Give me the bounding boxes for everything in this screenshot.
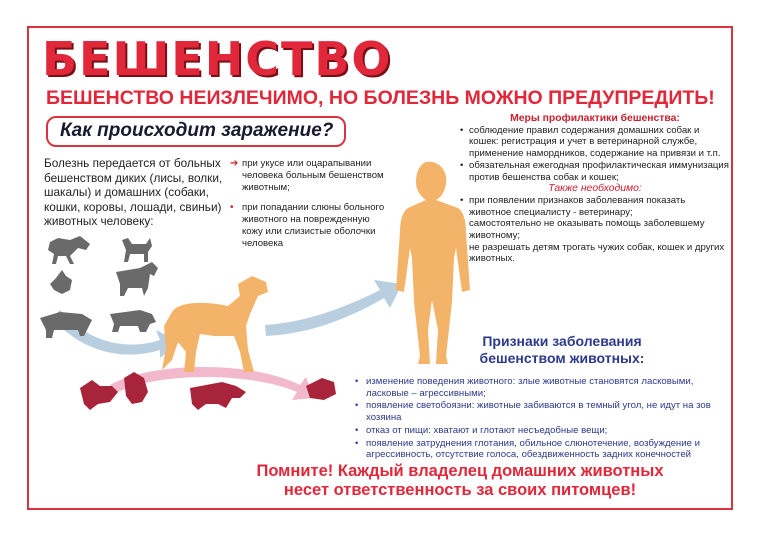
arrow-bullet-icon: • bbox=[230, 202, 234, 213]
sign-item: • отказ от пищи: хватают и глотают несъедобные вещи; bbox=[355, 424, 608, 436]
signs-heading: Признаки заболевания бешенством животных: bbox=[479, 333, 645, 366]
question-heading: Как происходит заражение? bbox=[60, 120, 334, 141]
prevention-item: • обязательная ежегодная профилактическая иммунизация против бешенства собак и кошек; bbox=[460, 159, 729, 183]
sign-item-text: появление затруднения глотания, обильное слюнотечение, возбуждение и агрессивность, отсутствие голоса, обездвиженность задних конечностей bbox=[366, 437, 700, 461]
sign-item: • появление затруднения глотания, обильное слюнотечение, возбуждение и агрессивность, отсутствие голоса, обездвиженность задних конечностей bbox=[355, 437, 700, 461]
poster-subtitle: БЕШЕНСТВО НЕИЗЛЕЧИМО, НО БОЛЕЗНЬ МОЖНО ПРЕДУПРЕДИТЬ! bbox=[46, 87, 715, 109]
signs-list bbox=[355, 376, 725, 462]
footer-line-2: несет ответственность за своих питомцев! bbox=[283, 481, 637, 499]
wolf-icon bbox=[48, 236, 90, 264]
sign-item-text: изменение поведения животного: злые животные становятся ласковыми, ласковые – агрессивными; bbox=[366, 376, 694, 399]
poster-title: БЕШЕНСТВО bbox=[42, 32, 393, 86]
cow-icon bbox=[110, 310, 156, 332]
footer-line-1: Помните! Каждый владелец домашних животных bbox=[256, 462, 664, 480]
orange-dog-icon bbox=[162, 276, 268, 372]
prevention-item: • соблюдение правил содержания домашних собак и кошек: регистрация и учет в ветеринарной службе, применение намордников, содержание на привязи и т.п. bbox=[460, 124, 721, 160]
transmission-way-text: при укусе или оцарапывании человека больным бешенством животным; bbox=[242, 158, 384, 193]
also-needed-heading: Также необходимо: bbox=[548, 183, 642, 195]
blue-arrow-right bbox=[265, 280, 402, 336]
footer-reminder bbox=[160, 462, 760, 500]
sign-item-text: отказ от пищи: хватают и глотают несъедобные вещи; bbox=[366, 424, 608, 436]
wild-animals-group bbox=[40, 236, 158, 338]
pig-icon bbox=[40, 312, 92, 338]
arrow-bullet-icon: ➔ bbox=[230, 158, 239, 169]
horse-icon bbox=[116, 262, 158, 296]
prevention-heading: Меры профилактики бешенства: bbox=[510, 113, 680, 124]
human-figure-icon bbox=[396, 162, 470, 364]
also-needed-item-text: не разрешать детям трогать чужих собак, кошек и других животных. bbox=[469, 241, 725, 265]
fox-icon bbox=[50, 270, 72, 294]
sign-item-text: появление светобоязни: животные забиваются в темный угол, не идут на зов хозяина bbox=[366, 400, 711, 424]
also-needed-item-text: самостоятельно не оказывать помощь заболевшему животному; bbox=[469, 218, 705, 242]
lying-dog-red-icon bbox=[306, 378, 336, 400]
dog-gray-icon bbox=[122, 238, 152, 262]
also-needed-item-text: при появлении признаков заболевания показать животное специалисту - ветеринару; bbox=[469, 194, 686, 218]
sign-item: • появление светобоязни: животные забиваются в темный угол, не идут на зов хозяина bbox=[355, 400, 711, 424]
also-needed-item: • при появлении признаков заболевания показать животное специалисту - ветеринару; bbox=[460, 194, 686, 218]
running-dog-red-icon bbox=[190, 382, 246, 410]
transmission-way-text: при попадании слюны больного животного на поврежденную кожу или слизистые оболочки человека bbox=[242, 202, 385, 249]
prevention-item-text: соблюдение правил содержания домашних собак и кошек: регистрация и учет в ветеринарной службе, применение намордников, содержание на привязи и т.п. bbox=[469, 124, 721, 160]
transmission-intro: Болезнь передается от больных бешенством диких (лисы, волки, шакалы) и домашних (собаки, кошки, коровы, лошади, свиньи) животных человеку: bbox=[44, 156, 223, 228]
prevention-item-text: обязательная ежегодная профилактическая иммунизация против бешенства собак и кошек; bbox=[469, 159, 729, 183]
sign-item: • изменение поведения животного: злые животные становятся ласковыми, ласковые – агрессивными; bbox=[355, 376, 694, 399]
